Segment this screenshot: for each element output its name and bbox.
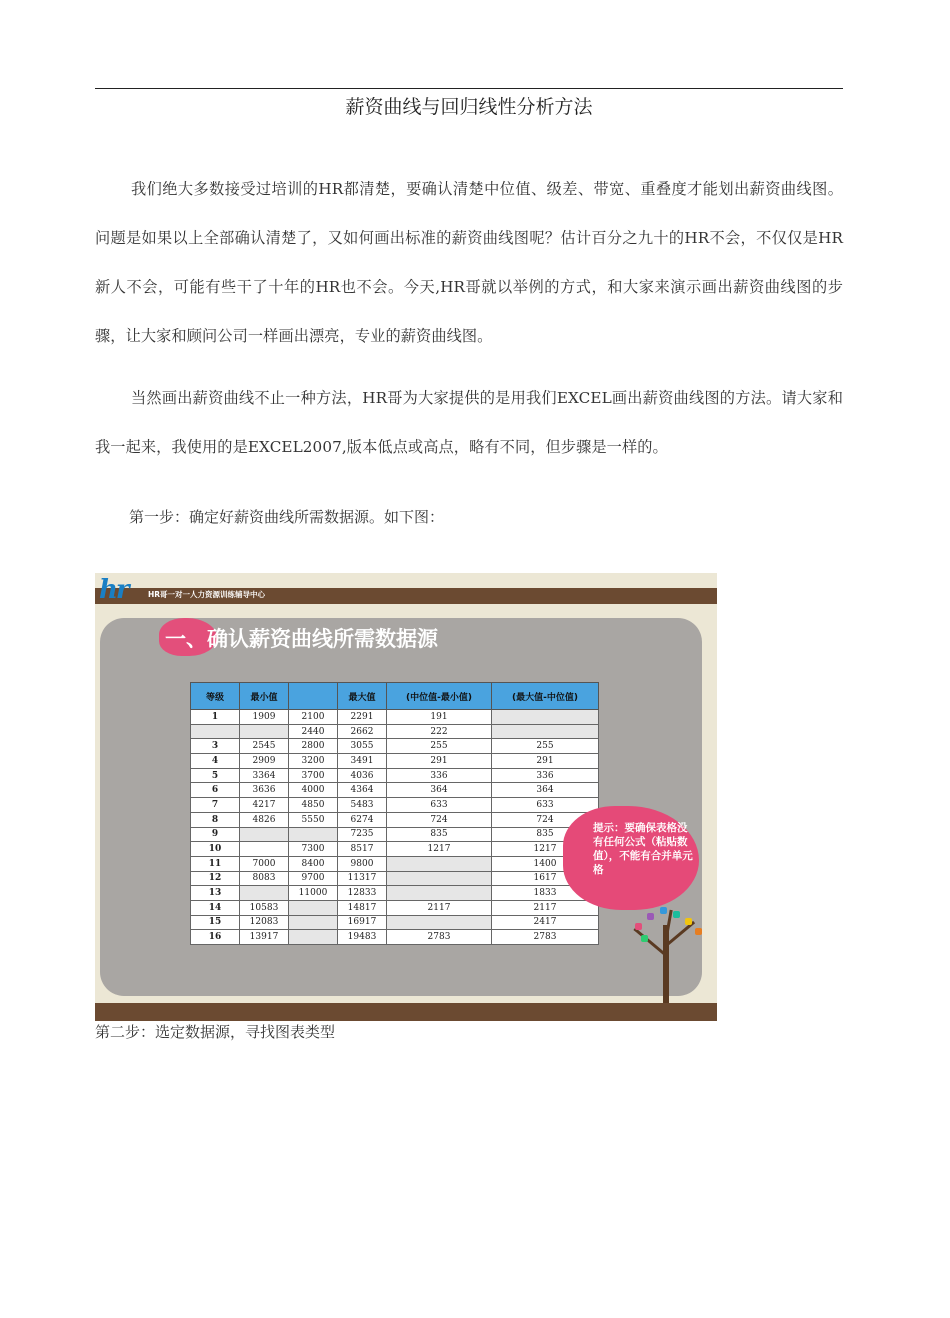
table-row: [191, 724, 599, 739]
table-cell: 835: [492, 827, 599, 842]
table-cell: 6274: [338, 812, 387, 827]
table-cell: 2117: [492, 900, 599, 915]
table-cell: 291: [387, 754, 492, 769]
table-row: [191, 856, 599, 871]
table-cell: 5483: [338, 798, 387, 813]
table-cell: 222: [387, 724, 492, 739]
table-cell: 8: [191, 812, 240, 827]
table-cell: 2417: [492, 915, 599, 930]
document-title: 薪资曲线与回归线性分析方法: [345, 96, 593, 118]
table-cell: 2440: [289, 724, 338, 739]
leaf: [685, 918, 692, 925]
table-cell: [387, 871, 492, 886]
table-cell: 9700: [289, 871, 338, 886]
table-cell: 4364: [338, 783, 387, 798]
table-cell: [492, 724, 599, 739]
paragraph-2: 当然画出薪资曲线不止一种方法，HR哥为大家提供的是用我们EXCEL画出薪资曲线图的方法。请大家和我一起来，我使用的是EXCEL2007,版本低点或高点，略有不同，但步骤是一样的。: [95, 389, 843, 456]
table-cell: 2100: [289, 710, 338, 725]
tip-text: 提示：要确保表格没有任何公式（粘贴数值），不能有合并单元格: [593, 822, 693, 876]
table-cell: 3491: [338, 754, 387, 769]
leaf: [660, 907, 667, 914]
table-cell: 835: [387, 827, 492, 842]
column-header: (最大值-中位值): [492, 683, 599, 710]
table-cell: 3364: [240, 768, 289, 783]
leaf: [635, 923, 642, 930]
table-cell: 336: [387, 768, 492, 783]
table-cell: 1833: [492, 886, 599, 901]
table-cell: [289, 915, 338, 930]
column-header: [289, 683, 338, 710]
table-cell: 1217: [492, 842, 599, 857]
table-cell: [387, 915, 492, 930]
table-cell: [240, 842, 289, 857]
table-row: [191, 739, 599, 754]
table-cell: 3636: [240, 783, 289, 798]
leaf: [695, 928, 702, 935]
table-cell: [289, 900, 338, 915]
table-row: [191, 930, 599, 945]
table-row: [191, 915, 599, 930]
slide-heading: 一、确认薪资曲线所需数据源: [165, 627, 438, 651]
leaf: [647, 913, 654, 920]
table-cell: [240, 724, 289, 739]
table-cell: 10583: [240, 900, 289, 915]
table-row: [191, 886, 599, 901]
table-cell: 9: [191, 827, 240, 842]
table-cell: 1909: [240, 710, 289, 725]
table-cell: 364: [387, 783, 492, 798]
table-cell: 13917: [240, 930, 289, 945]
table-cell: 255: [492, 739, 599, 754]
table-cell: 14817: [338, 900, 387, 915]
step-2-caption: 第二步：选定数据源，寻找图表类型: [95, 1023, 336, 1041]
table-cell: 5: [191, 768, 240, 783]
column-header: (中位值-最小值): [387, 683, 492, 710]
table-cell: 724: [492, 812, 599, 827]
table-row: [191, 871, 599, 886]
table-cell: 11: [191, 856, 240, 871]
table-cell: 15: [191, 915, 240, 930]
table-cell: 1217: [387, 842, 492, 857]
table-cell: 633: [387, 798, 492, 813]
table-cell: [289, 827, 338, 842]
table-cell: 11317: [338, 871, 387, 886]
table-cell: 16917: [338, 915, 387, 930]
table-cell: 4036: [338, 768, 387, 783]
table-cell: 6: [191, 783, 240, 798]
table-row: [191, 842, 599, 857]
table-row: [191, 900, 599, 915]
table-cell: 4850: [289, 798, 338, 813]
table-cell: 12833: [338, 886, 387, 901]
table-cell: [289, 930, 338, 945]
table-cell: 7300: [289, 842, 338, 857]
table-cell: 12: [191, 871, 240, 886]
table-cell: 14: [191, 900, 240, 915]
table-cell: 364: [492, 783, 599, 798]
table-cell: 3200: [289, 754, 338, 769]
table-cell: 724: [387, 812, 492, 827]
table-row: [191, 812, 599, 827]
column-header: 最大值: [338, 683, 387, 710]
table-cell: 255: [387, 739, 492, 754]
table-cell: 1617: [492, 871, 599, 886]
leaf: [673, 911, 680, 918]
column-header: 等级: [191, 683, 240, 710]
table-cell: 2800: [289, 739, 338, 754]
table-row: [191, 827, 599, 842]
table-cell: 633: [492, 798, 599, 813]
table-cell: [240, 827, 289, 842]
table-cell: [492, 710, 599, 725]
table-cell: 2545: [240, 739, 289, 754]
table-cell: 8083: [240, 871, 289, 886]
table-cell: 291: [492, 754, 599, 769]
table-cell: 10: [191, 842, 240, 857]
top-rule: [95, 88, 843, 89]
table-cell: 2783: [387, 930, 492, 945]
table-cell: 2783: [492, 930, 599, 945]
table-cell: 7: [191, 798, 240, 813]
table-cell: 4217: [240, 798, 289, 813]
table-cell: 3700: [289, 768, 338, 783]
table-cell: [240, 886, 289, 901]
table-cell: 4: [191, 754, 240, 769]
leaf: [641, 935, 648, 942]
table-row: [191, 783, 599, 798]
table-cell: 8517: [338, 842, 387, 857]
table-cell: 2909: [240, 754, 289, 769]
table-cell: 2291: [338, 710, 387, 725]
table-cell: 4000: [289, 783, 338, 798]
column-header: 最小值: [240, 683, 289, 710]
table-cell: 2662: [338, 724, 387, 739]
table-cell: 336: [492, 768, 599, 783]
table-cell: 16: [191, 930, 240, 945]
table-cell: [387, 856, 492, 871]
table-cell: 7235: [338, 827, 387, 842]
table-cell: 1400: [492, 856, 599, 871]
table-cell: 7000: [240, 856, 289, 871]
salary-data-table: [190, 682, 599, 945]
step-1-caption: 第一步：确定好薪资曲线所需数据源。如下图：: [129, 508, 445, 526]
table-cell: [387, 886, 492, 901]
embedded-slide-image: [95, 573, 717, 1021]
table-row: [191, 798, 599, 813]
slide-header-text: HR哥一对一人力资源训练辅导中心: [148, 590, 266, 599]
table-cell: 3055: [338, 739, 387, 754]
table-row: [191, 768, 599, 783]
table-cell: 4826: [240, 812, 289, 827]
table-cell: 2117: [387, 900, 492, 915]
table-header-row: [191, 683, 599, 710]
table-cell: 13: [191, 886, 240, 901]
table-row: [191, 710, 599, 725]
table-cell: 5550: [289, 812, 338, 827]
table-cell: 19483: [338, 930, 387, 945]
table-cell: [191, 724, 240, 739]
slide-footer-bar: [95, 1003, 717, 1021]
paragraph-1: 我们绝大多数接受过培训的HR都清楚，要确认清楚中位值、级差、带宽、重叠度才能划出薪资曲线图。问题是如果以上全部确认清楚了，又如何画出标准的薪资曲线图呢？估计百分之九十的HR不会，不仅仅是HR新人不会，可能有些干了十年的HR也不会。今天,HR哥就以举例的方式，和大家来演示画出薪资曲线图的步骤，让大家和顾问公司一样画出漂亮，专业的薪资曲线图。: [95, 180, 843, 345]
table-cell: 9800: [338, 856, 387, 871]
table-cell: 11000: [289, 886, 338, 901]
table-cell: 3: [191, 739, 240, 754]
table-cell: 12083: [240, 915, 289, 930]
table-cell: 8400: [289, 856, 338, 871]
hr-logo: hr: [99, 575, 128, 605]
table-row: [191, 754, 599, 769]
table-cell: 191: [387, 710, 492, 725]
table-cell: 1: [191, 710, 240, 725]
